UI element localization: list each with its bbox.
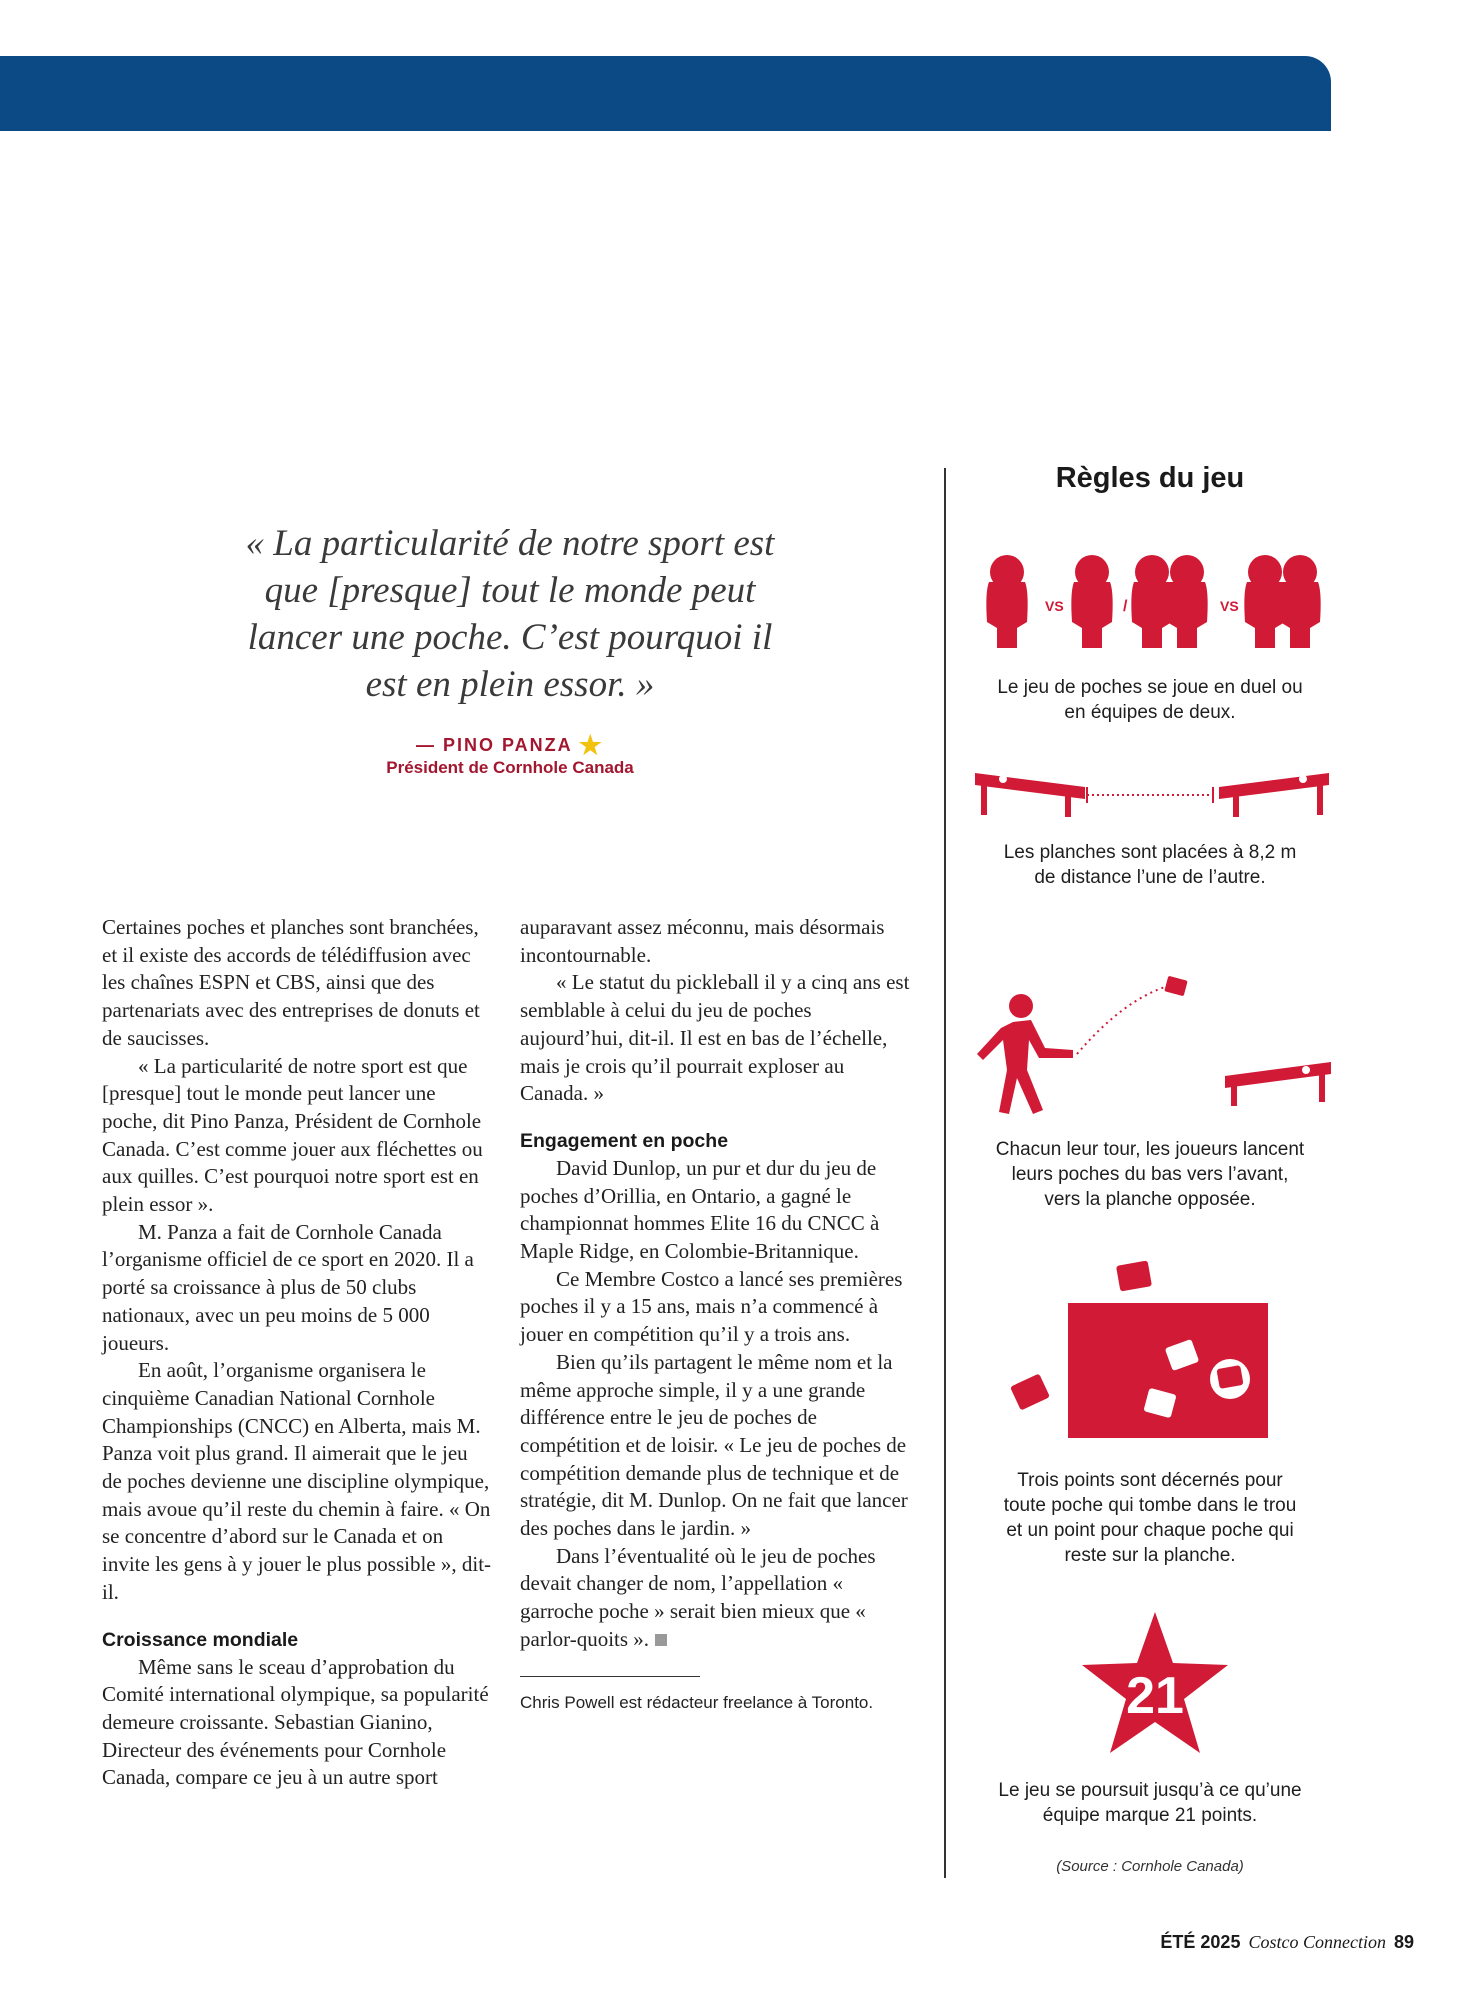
- pull-quote-line: lancer une poche. C’est pourquoi il: [247, 617, 773, 658]
- caption-line: de distance l’une de l’autre.: [1034, 867, 1266, 888]
- caption-line: en équipes de deux.: [1064, 702, 1236, 723]
- caption-line: Le jeu se poursuit jusqu’à ce qu’une: [998, 1780, 1302, 1801]
- pull-quote-line: « La particularité de notre sport est: [245, 523, 775, 564]
- page-footer: [1160, 1932, 1414, 1953]
- scoring-board-icon: [1000, 1255, 1300, 1440]
- caption-line: Le jeu de poches se joue en duel ou: [997, 677, 1303, 698]
- rule-caption-3: [960, 1137, 1340, 1212]
- caption-line: Les planches sont placées à 8,2 m: [1003, 842, 1297, 863]
- paragraph: [520, 1543, 915, 1654]
- sidebar-title: Règles du jeu: [1055, 462, 1245, 494]
- rule-caption-1: [960, 675, 1340, 725]
- paragraph: M. Panza a fait de Cornhole Canada l’organisme officiel de ce sport en 2020. Il a porté sa croissance à plus de 50 clubs nationaux, avec un peu moins de 5 000 joueurs.: [102, 1219, 474, 1355]
- article-column-2: [520, 914, 915, 1716]
- end-mark-icon: [655, 1634, 667, 1646]
- paragraph: Certaines poches et planches sont branchées, et il existe des accords de télédiffusion avec les chaînes ESPN et CBS, ainsi que des partenariats avec des entreprises de donuts et de saucisses.: [102, 915, 480, 1050]
- star-number: 21: [1126, 1667, 1184, 1725]
- caption-line: reste sur la planche.: [1064, 1545, 1236, 1566]
- pull-quote-line: est en plein essor. »: [365, 664, 655, 705]
- paragraph: En août, l’organisme organisera le cinquième Canadian National Cornhole Championships (CNCC) en Alberta, mais M. Panza voit plus grand. Il aimerait que le jeu de poches devienne une discipline olympique, mais avoue qu’il reste du chemin à faire. « On se concentre d’abord sur le Canada et on invite les gens à y jouer le plus possible », dit-il.: [102, 1358, 492, 1604]
- section-heading: Croissance mondiale: [102, 1628, 299, 1651]
- star-icon: [1080, 1610, 1230, 1756]
- pull-quote: [220, 520, 800, 708]
- divider: [520, 1676, 700, 1677]
- attribution-name: — PINO PANZA: [416, 735, 573, 755]
- rule-caption-4: [960, 1468, 1340, 1568]
- thrower-icon: [973, 970, 1333, 1120]
- paragraph: Même sans le sceau d’approbation du Comité international olympique, sa popularité demeure croissante. Sebastian Gianino, Directeur des événements pour Cornhole Canada, compare ce jeu à un autre sport: [102, 1654, 489, 1790]
- vs-label: VS: [1045, 598, 1064, 614]
- vs-label: VS: [1220, 598, 1239, 614]
- paragraph: auparavant assez méconnu, mais désormais incontournable.: [520, 915, 885, 967]
- author-bio: Chris Powell est rédacteur freelance à Toronto.: [520, 1692, 874, 1712]
- sidebar-source: (Source : Cornhole Canada): [1056, 1858, 1244, 1875]
- section-heading: Engagement en poche: [520, 1129, 729, 1152]
- players-icon: [975, 548, 1327, 648]
- rule-caption-5: [960, 1778, 1340, 1828]
- star-icon: ★: [578, 730, 604, 760]
- top-banner: [0, 56, 1331, 131]
- pull-quote-line: que [presque] tout le monde peut: [264, 570, 756, 611]
- boards-distance-icon: [973, 765, 1333, 825]
- caption-line: Trois points sont décernés pour: [1017, 1470, 1283, 1491]
- paragraph: « La particularité de notre sport est que [presque] tout le monde peut lancer une poche, dit Pino Panza, Président de Cornhole Canada. C’est comme jouer aux fléchettes ou aux quilles. C’est pourquoi notre sport est en plein essor ».: [102, 1053, 483, 1217]
- rule-caption-2: [960, 840, 1340, 890]
- paragraph: Ce Membre Costco a lancé ses premières poches il y a 15 ans, mais n’a commencé à jouer en compétition qu’il y a trois ans.: [520, 1266, 903, 1347]
- caption-line: Chacun leur tour, les joueurs lancent: [995, 1139, 1305, 1160]
- attribution-title: Président de Cornhole Canada: [386, 758, 634, 777]
- caption-line: leurs poches du bas vers l’avant,: [1011, 1164, 1289, 1185]
- page-number: 89: [1393, 1932, 1414, 1952]
- article-column-1: [102, 914, 492, 1792]
- magazine-name: Costco Connection: [1248, 1932, 1386, 1952]
- caption-line: équipe marque 21 points.: [1042, 1805, 1258, 1826]
- paragraph: Bien qu’ils partagent le même nom et la même approche simple, il y a une grande différence entre le jeu de poches de compétition et de loisir. « Le jeu de poches de compétition demande plus de technique et de stratégie, dit M. Dunlop. On ne fait que lancer des poches dans le jardin. »: [520, 1349, 908, 1541]
- caption-line: vers la planche opposée.: [1044, 1189, 1256, 1210]
- issue-season: ÉTÉ 2025: [1160, 1932, 1241, 1952]
- paragraph: « Le statut du pickleball il y a cinq ans est semblable à celui du jeu de poches aujourd’hui, dit-il. Il est en bas de l’échelle, mais je crois qu’il pourrait exploser au Canada. »: [520, 970, 910, 1106]
- paragraph-text: Dans l’éventualité où le jeu de poches devait changer de nom, l’appellation « garroche poche » serait bien mieux que « parlor-quoits ».: [520, 1543, 876, 1651]
- pull-quote-attribution: [300, 730, 720, 761]
- sidebar-divider: [944, 468, 946, 1878]
- caption-line: toute poche qui tombe dans le trou: [1003, 1495, 1297, 1516]
- caption-line: et un point pour chaque poche qui: [1006, 1520, 1294, 1541]
- paragraph: David Dunlop, un pur et dur du jeu de poches d’Orillia, en Ontario, a gagné le championnat hommes Elite 16 du CNCC à Maple Ridge, en Colombie-Britannique.: [520, 1155, 880, 1264]
- slash-label: /: [1123, 598, 1128, 615]
